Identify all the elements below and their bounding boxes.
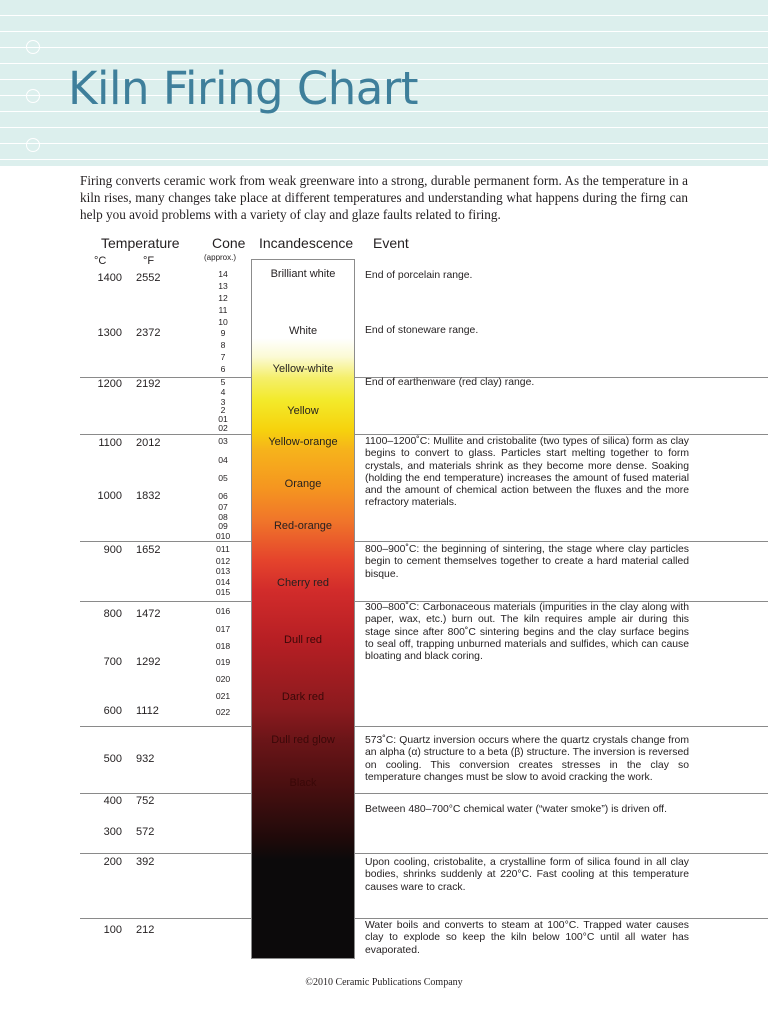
event-text: End of stoneware range. <box>365 325 479 336</box>
cone-number: 022 <box>215 707 231 717</box>
temp-fahrenheit: 1832 <box>136 490 161 502</box>
cone-number: 01 <box>218 414 228 424</box>
cone-number: 06 <box>218 491 228 501</box>
cone-number: 04 <box>218 455 228 465</box>
event-text: Water boils and converts to steam at 100°C. Trapped water causes clay to explode so keep the kiln below 100°C until all water has evaporated. <box>365 920 689 956</box>
temp-fahrenheit: 932 <box>136 753 155 765</box>
row-divider <box>80 918 768 919</box>
incandescence-label: Brilliant white <box>270 268 336 280</box>
binder-hole <box>26 89 40 103</box>
cone-number: 015 <box>215 587 231 597</box>
temp-celsius: 400 <box>103 795 122 807</box>
temp-fahrenheit: 392 <box>136 856 155 868</box>
cone-number: 2 <box>220 405 226 415</box>
cone-number: 02 <box>218 423 228 433</box>
temp-fahrenheit: 212 <box>136 924 155 936</box>
cone-number: 14 <box>218 269 228 279</box>
temp-celsius: 800 <box>103 608 122 620</box>
cone-number: 013 <box>215 566 231 576</box>
cone-approx-note: (approx.) <box>204 253 237 262</box>
cone-number: 07 <box>218 502 228 512</box>
incandescence-label: Yellow <box>287 405 319 417</box>
cone-number: 018 <box>215 641 231 651</box>
incandescence-label: Yellow-orange <box>268 436 338 448</box>
cone-number: 3 <box>220 397 226 407</box>
incandescence-label: White <box>288 325 318 337</box>
temp-fahrenheit: 2552 <box>136 272 161 284</box>
event-text: 573˚C: Quartz inversion occurs where the quartz crystals change from an alpha (α) structure to a beta (β) structure. The inversion is reversed on cooling. This conversion creates stresses in the clay so temperature changes must be slow to avoid cracking the work. <box>365 735 689 783</box>
cone-header: Cone <box>212 235 246 251</box>
fahrenheit-unit: °F <box>143 255 155 267</box>
event-text: End of earthenware (red clay) range. <box>365 377 535 388</box>
temp-fahrenheit: 2012 <box>136 437 161 449</box>
temp-fahrenheit: 1472 <box>136 608 161 620</box>
event-text: End of porcelain range. <box>365 270 473 281</box>
cone-number: 017 <box>215 624 231 634</box>
temp-celsius: 900 <box>103 544 122 556</box>
temp-fahrenheit: 1292 <box>136 656 161 668</box>
cone-number: 016 <box>215 606 231 616</box>
cone-number: 09 <box>218 521 228 531</box>
cone-number: 13 <box>218 281 228 291</box>
incandescence-label: Dull red <box>284 634 322 646</box>
row-divider <box>80 793 768 794</box>
temp-fahrenheit: 1652 <box>136 544 161 556</box>
cone-number: 9 <box>220 328 226 338</box>
temp-fahrenheit: 1112 <box>136 705 159 717</box>
header-band <box>0 0 768 166</box>
cone-number: 10 <box>218 317 228 327</box>
row-divider <box>80 726 768 727</box>
incandescence-label: Yellow-white <box>272 363 334 375</box>
cone-number: 020 <box>215 674 231 684</box>
temp-fahrenheit: 2192 <box>136 378 161 390</box>
temp-fahrenheit: 572 <box>136 826 155 838</box>
cone-number: 08 <box>218 512 228 522</box>
event-text: 300–800˚C: Carbonaceous materials (impurities in the clay along with paper, wax, etc.) burn out. The kiln requires ample air during this stage since after 800˚C sintering begins and the clay surface begins to seal off, trapping unburned materials and sulfides, which can cause bloating and black coring. <box>365 602 689 663</box>
temp-celsius: 700 <box>103 656 122 668</box>
event-header: Event <box>373 235 409 251</box>
incandescence-header: Incandescence <box>259 235 354 251</box>
temp-fahrenheit: 2372 <box>136 327 161 339</box>
incandescence-label: Red-orange <box>273 520 333 532</box>
cone-number: 7 <box>220 352 226 362</box>
cone-number: 03 <box>218 436 228 446</box>
event-text: Between 480–700°C chemical water (“water smoke”) is driven off. <box>365 804 667 815</box>
row-divider <box>80 434 768 435</box>
event-text: 800–900˚C: the beginning of sintering, the stage where clay particles begin to cement themselves together to create a hard material called bisque. <box>365 544 689 580</box>
row-divider <box>80 853 768 854</box>
cone-number: 011 <box>216 544 230 554</box>
temp-celsius: 1400 <box>97 272 122 284</box>
event-text: 1100–1200˚C: Mullite and cristobalite (two types of silica) form as clay begins to convert to glass. Particles start melting together to form crystals, and materials shrink as they become more dense. Soaking (holding the end temperature) increases the amount of fused material and the amount of chemical action between the fluxes and the more refractory materials. <box>365 436 689 509</box>
page-title: Kiln Firing Chart <box>68 62 419 115</box>
row-divider <box>80 541 768 542</box>
temp-celsius: 1100 <box>98 437 122 449</box>
temp-celsius: 500 <box>103 753 122 765</box>
cone-number: 6 <box>220 364 226 374</box>
temp-celsius: 1200 <box>97 378 122 390</box>
incandescence-label: Cherry red <box>277 577 329 589</box>
incandescence-label: Dark red <box>281 691 325 703</box>
cone-number: 019 <box>215 657 231 667</box>
temp-celsius: 200 <box>103 856 122 868</box>
cone-number: 8 <box>220 340 226 350</box>
celsius-unit: °C <box>94 255 107 267</box>
cone-number: 12 <box>218 293 228 303</box>
cone-number: 012 <box>215 556 231 566</box>
copyright-footer: ©2010 Ceramic Publications Company <box>305 977 463 988</box>
temp-celsius: 600 <box>103 705 122 717</box>
binder-hole <box>26 40 40 54</box>
cone-number: 021 <box>215 691 231 701</box>
incandescence-label: Black <box>289 777 317 789</box>
cone-number: 05 <box>218 473 228 483</box>
intro-paragraph: Firing converts ceramic work from weak greenware into a strong, durable permanent form. As the temperature in a kiln rises, many changes take place at different temperatures and understanding what happens during the firng can help you avoid problems with a variety of clay and glaze faults related to firing. <box>80 173 688 222</box>
cone-number: 4 <box>220 387 226 397</box>
temperature-header: Temperature <box>101 235 180 251</box>
temp-celsius: 1300 <box>97 327 122 339</box>
cone-number: 010 <box>215 531 231 541</box>
binder-hole <box>26 138 40 152</box>
temp-celsius: 100 <box>103 924 122 936</box>
temp-celsius: 300 <box>103 826 122 838</box>
incandescence-label: Orange <box>284 478 322 490</box>
cone-number: 014 <box>215 577 231 587</box>
cone-number: 11 <box>218 305 228 315</box>
temp-fahrenheit: 752 <box>136 795 155 807</box>
temp-celsius: 1000 <box>97 490 122 502</box>
incandescence-label: Dull red glow <box>271 734 335 746</box>
cone-number: 5 <box>220 377 226 387</box>
event-text: Upon cooling, cristobalite, a crystalline form of silica found in all clay bodies, shrinks suddenly at 220°C. Fast cooling at this temperature causes ware to crack. <box>365 857 689 893</box>
